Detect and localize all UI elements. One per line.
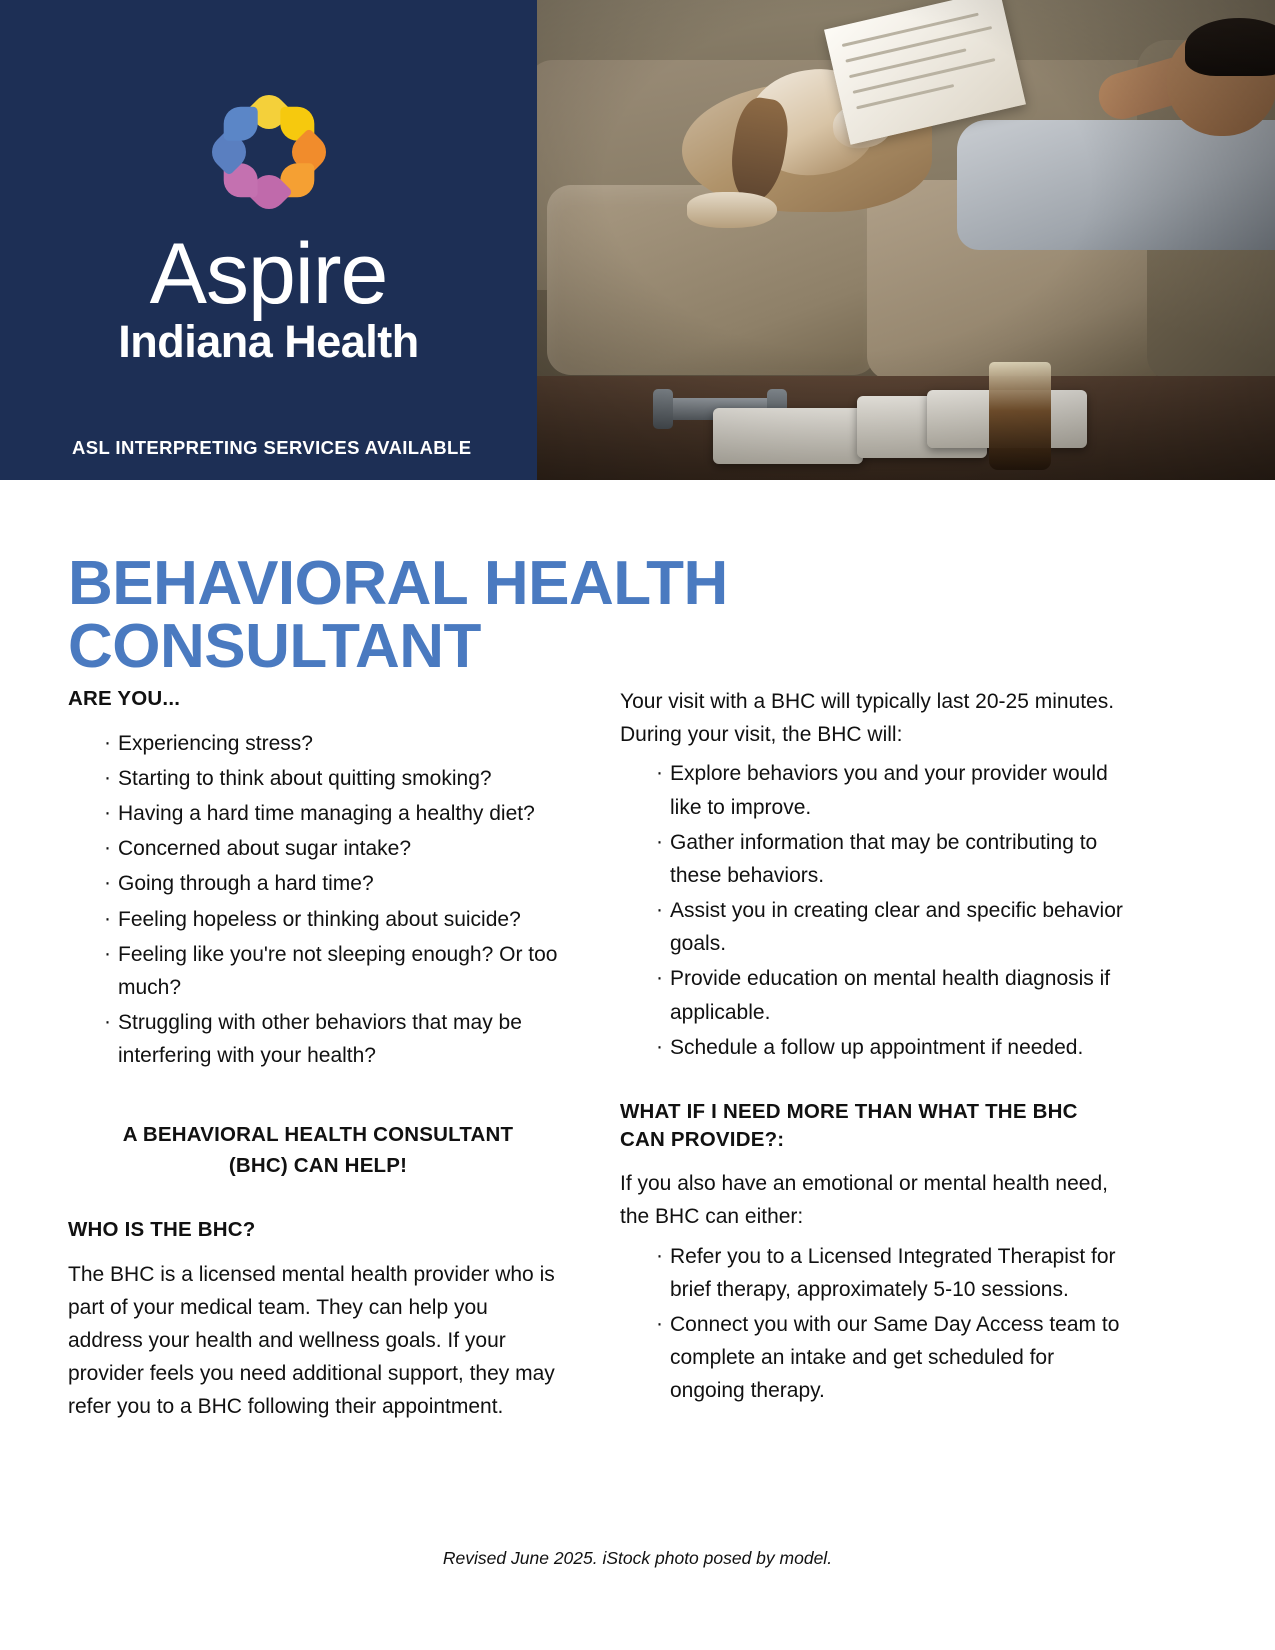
need-more-paragraph: If you also have an emotional or mental health need, the BHC can either: [620,1172,1108,1229]
list-item: · Having a hard time managing a healthy diet? [104,797,568,830]
page-title-line-1: BEHAVIORAL HEALTH [68,548,728,618]
bhc-callout [68,1120,568,1182]
brand-subtitle: Indiana Health [118,316,419,368]
are-you-list [68,727,568,1073]
are-you-heading: ARE YOU... [68,687,181,710]
list-item: · Feeling hopeless or thinking about suicide? [104,903,568,936]
who-is-bhc-paragraph: The BHC is a licensed mental health provider who is part of your medical team. They can help you address your health and wellness goals. If your provider feels you need additional support, they may refer you to a BHC following their appointment. [68,1262,555,1419]
page-title-line-2: CONSULTANT [68,611,481,681]
list-item: · Connect you with our Same Day Access team to complete an intake and get scheduled for ongoing therapy. [656,1308,1125,1408]
footer-note: Revised June 2025. iStock photo posed by model. [442,1548,833,1568]
hero-photo [537,0,1275,480]
list-item: · Feeling like you're not sleeping enough? Or too much? [104,938,568,1004]
visit-list [620,757,1125,1064]
page-title [68,548,968,681]
header-band [0,0,1275,480]
list-item: · Provide education on mental health diagnosis if applicable. [656,962,1125,1028]
who-is-bhc-heading: WHO IS THE BHC? [68,1217,256,1241]
list-item: · Refer you to a Licensed Integrated Therapist for brief therapy, approximately 5-10 sessions. [656,1240,1125,1306]
bhc-callout-line-2: (BHC) CAN HELP! [228,1154,408,1178]
bhc-callout-line-1: A BEHAVIORAL HEALTH CONSULTANT [122,1123,514,1147]
need-more-heading: WHAT IF I NEED MORE THAN WHAT THE BHC CAN PROVIDE?: [620,1099,1078,1151]
list-item: · Experiencing stress? [104,727,568,760]
flower-logo-icon [205,88,333,216]
list-item: · Gather information that may be contributing to these behaviors. [656,826,1125,892]
photo-vignette [537,0,1275,480]
left-column [68,685,568,1429]
brand-name: Aspire [149,226,388,322]
list-item: · Assist you in creating clear and specific behavior goals. [656,894,1125,960]
list-item: · Schedule a follow up appointment if needed. [656,1031,1125,1064]
list-item: · Struggling with other behaviors that may be interfering with your health? [104,1006,568,1072]
need-more-list [620,1240,1125,1408]
list-item: · Starting to think about quitting smoking? [104,762,568,795]
visit-paragraph: Your visit with a BHC will typically last 20-25 minutes. During your visit, the BHC will: [620,690,1115,747]
aspire-logo [0,88,537,366]
brand-panel [0,0,537,480]
logo-petal [223,107,257,141]
list-item: · Concerned about sugar intake? [104,832,568,865]
asl-banner: ASL INTERPRETING SERVICES AVAILABLE [72,437,472,458]
list-item: · Explore behaviors you and your provider would like to improve. [656,757,1125,823]
right-column [620,685,1125,1409]
list-item: · Going through a hard time? [104,867,568,900]
